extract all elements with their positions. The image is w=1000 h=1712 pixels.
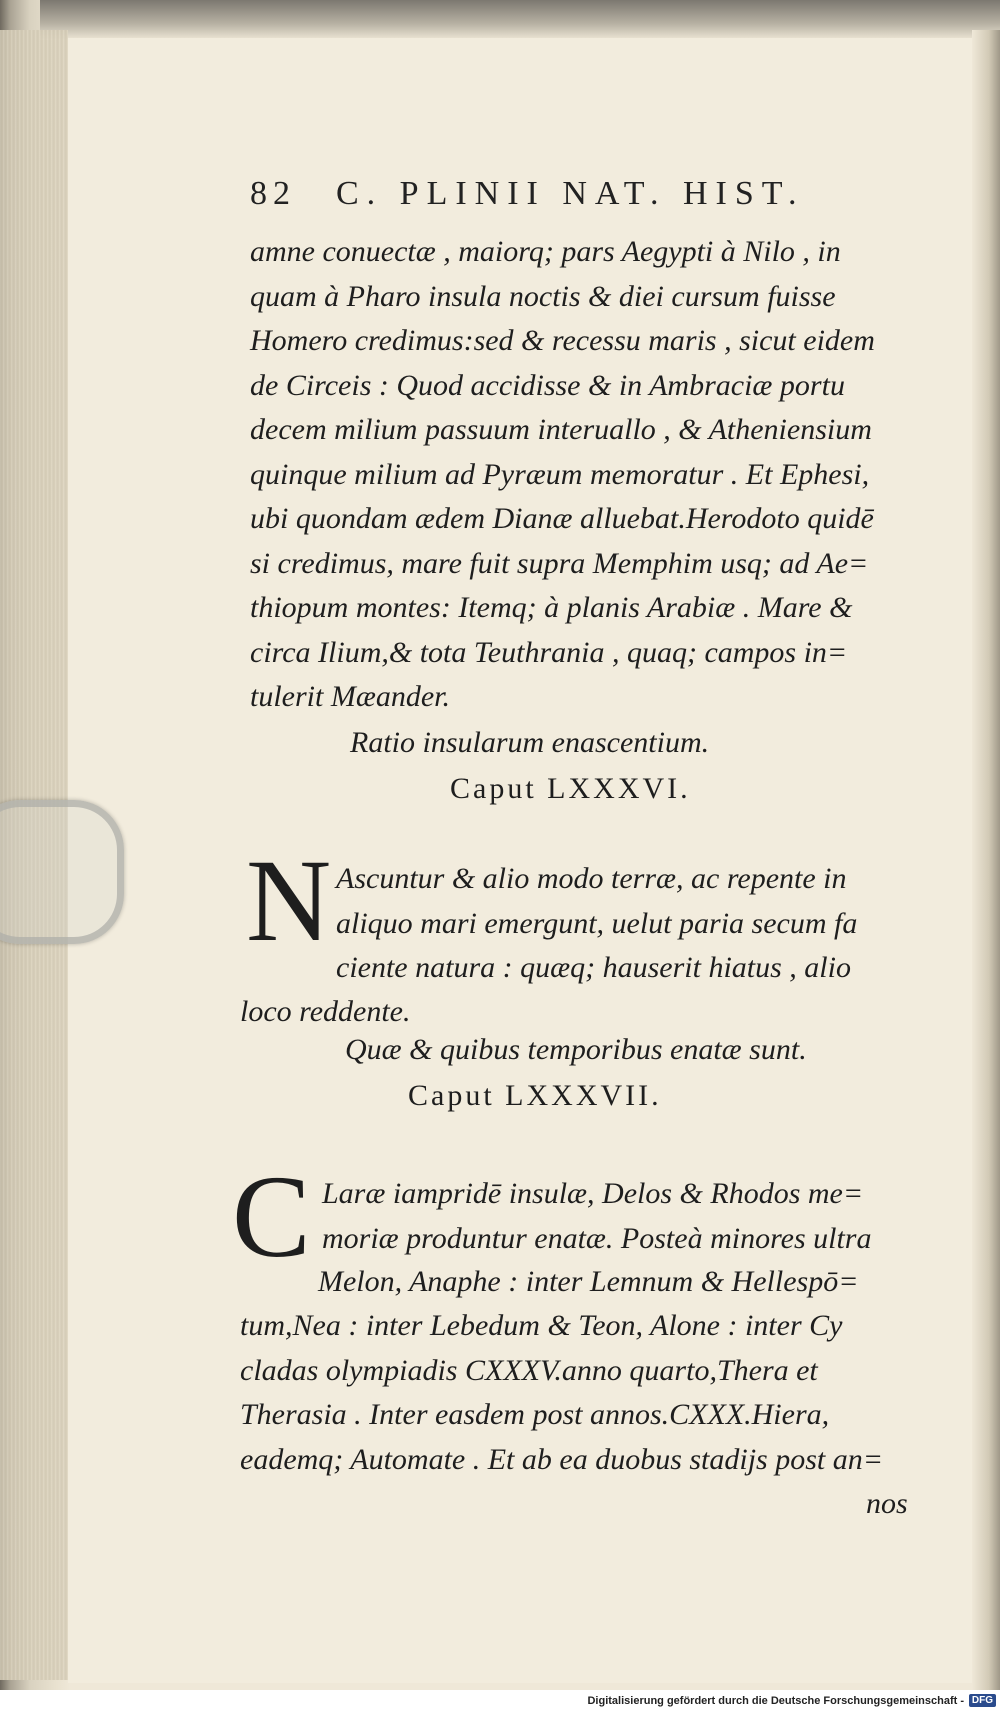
text-line: Homero credimus:sed & recessu maris , sicut eidem xyxy=(250,324,875,357)
text-line: quam à Pharo insula noctis & diei cursum fuisse xyxy=(250,279,836,313)
text-line: decem milium passuum interuallo , & Atheniensium xyxy=(250,413,872,446)
text-line: Melon, Anaphe : inter Lemnum & Hellespō= xyxy=(318,1265,859,1298)
catchword: nos xyxy=(866,1487,908,1520)
page-number: 82 xyxy=(250,175,296,212)
text-line: si credimus, mare fuit supra Memphim usq; ad Ae= xyxy=(250,546,869,580)
paragraph-2 xyxy=(336,857,857,991)
text-line: quinque milium ad Pyræum memoratur . Et Ephesi, xyxy=(250,457,870,491)
paragraph-3-indented xyxy=(318,1260,858,1305)
paragraph-3-rest xyxy=(240,1304,883,1482)
paper-clip xyxy=(0,800,124,944)
text-line: Ascuntur & alio modo terræ, ac repente in xyxy=(336,862,847,895)
text-line: cladas olympiadis CXXXV.anno quarto,Thera et xyxy=(240,1353,818,1387)
text-line: Laræ iampridē insulæ, Delos & Rhodos me= xyxy=(322,1177,864,1210)
drop-cap: N xyxy=(246,835,332,966)
text-line: tulerit Mæander. xyxy=(250,680,450,713)
text-line: Therasia . Inter easdem post annos.CXXX.Hiera, xyxy=(240,1398,830,1431)
text-line: circa Ilium,& tota Teuthrania , quaq; campos in= xyxy=(250,635,848,669)
funding-credit: Digitalisierung gefördert durch die Deutsche Forschungsgemeinschaft - xyxy=(587,1695,964,1707)
text-line: amne conuectæ , maiorq; pars Aegypti à Nilo , in xyxy=(250,235,841,268)
drop-cap: C xyxy=(232,1151,311,1282)
text-line: eademq; Automate . Et ab ea duobus stadijs post an= xyxy=(240,1442,883,1476)
chapter-number: Caput LXXXVI. xyxy=(450,772,691,805)
text-line: de Circeis : Quod accidisse & in Ambraciæ portu xyxy=(250,368,845,402)
paragraph-3 xyxy=(322,1172,871,1261)
text-line: ciente natura : quæq; hauserit hiatus , alio xyxy=(336,951,851,984)
text-line: thiopum montes: Itemq; à planis Arabiæ . Mare & xyxy=(250,591,853,624)
text-block-1 xyxy=(250,230,930,720)
text-line: moriæ produntur enatæ. Posteà minores ultra xyxy=(322,1221,872,1255)
running-header xyxy=(250,175,890,213)
dfg-logo: DFG xyxy=(969,1694,996,1707)
digitization-footer xyxy=(0,1690,1000,1712)
text-line: ubi quondam ædem Dianæ alluebat.Herodoto quidē xyxy=(250,502,874,535)
chapter-title: Quæ & quibus temporibus enatæ sunt. xyxy=(345,1033,807,1066)
running-title: C. PLINII NAT. HIST. xyxy=(336,175,805,212)
paragraph-2-last: loco reddente. xyxy=(240,995,411,1028)
text-line: aliquo mari emergunt, uelut paria secum fa xyxy=(336,906,858,940)
book-right-edge xyxy=(972,30,1000,1690)
text-line: tum,Nea : inter Lebedum & Teon, Alone : inter Cy xyxy=(240,1309,843,1342)
book-top-edge xyxy=(40,0,1000,40)
chapter-number: Caput LXXXVII. xyxy=(408,1079,662,1112)
chapter-title: Ratio insularum enascentium. xyxy=(350,726,710,759)
